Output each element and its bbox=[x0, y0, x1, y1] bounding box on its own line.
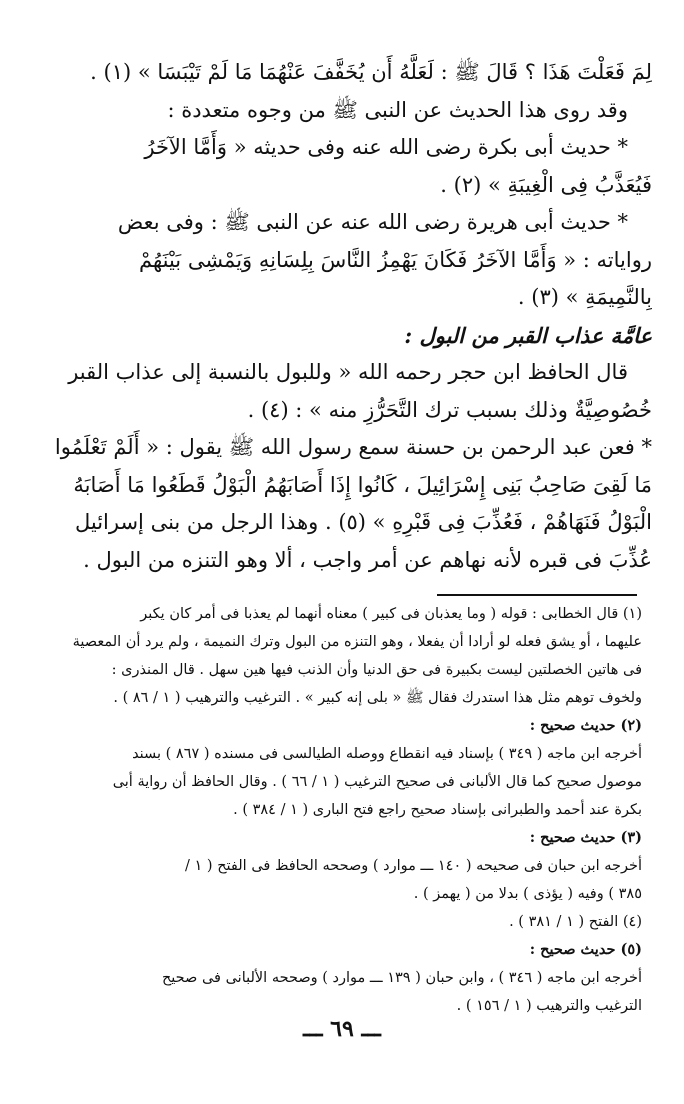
footnote-line: فى هاتين الخصلتين ليست بكبيرة فى حق الدنيا وأن الذنب فيها هين سهل . قال المنذرى : bbox=[111, 662, 642, 678]
footnote-line: (٤) الفتح ( ١ / ٣٨١ ) . bbox=[509, 914, 642, 930]
footnote-line: أخرجه ابن ماجه ( ٣٤٩ ) بإسناد فيه انقطاع ووصله الطيالسى فى مسنده ( ٨٦٧ ) بسند bbox=[132, 746, 642, 762]
footnote-heading: (٢) حديث صحيح : bbox=[529, 717, 642, 734]
footnote-line: ٣٨٥ ) وفيه ( يؤذى ) بدلا من ( يهمز ) . bbox=[413, 886, 642, 902]
body-line: * فعن عبد الرحمن بن حسنة سمع رسول الله ﷺ يقول : « أَلَمْ تَعْلَمُوا bbox=[54, 435, 652, 459]
page-number: ـــ ٦٩ ـــ bbox=[303, 1016, 381, 1042]
body-line: لِمَ فَعَلْتَ هَذَا ؟ قَالَ ﷺ : لَعَلَّهُ أَن يُخَفَّفَ عَنْهُمَا مَا لَمْ تَيْبَسَا » (١) . bbox=[90, 60, 652, 84]
body-line: خُصُوصِيَّةٌ وذلك بسبب ترك التَّحَرُّزِ منه » : (٤) . bbox=[247, 397, 652, 422]
body-line: * حديث أبى هريرة رضى الله عنه عن النبى ﷺ : وفى بعض bbox=[117, 210, 628, 234]
main-text bbox=[36, 54, 652, 579]
footnote-heading: (٥) حديث صحيح : bbox=[529, 941, 642, 958]
body-line: عُذِّبَ فى قبره لأنه نهاهم عن أمر واجب ، ألا وهو التنزه من البول . bbox=[83, 547, 652, 572]
footnote-line: ولخوف توهم مثل هذا استدرك فقال ﷺ « بلى إنه كبير » . الترغيب والترهيب ( ١ / ٨٦ ) . bbox=[113, 690, 642, 706]
footnote-line: بكرة عند أحمد والطبرانى بإسناد صحيح راجع فتح البارى ( ١ / ٣٨٤ ) . bbox=[233, 802, 642, 818]
body-line: وقد روى هذا الحديث عن النبى ﷺ من وجوه متعددة : bbox=[167, 97, 628, 122]
body-line: * حديث أبى بكرة رضى الله عنه وفى حديثه « وَأَمَّا الآخَرُ bbox=[144, 135, 628, 159]
footnote-line: (١) قال الخطابى : قوله ( وما يعذبان فى كبير ) معناه أنهما لم يعذبا فى أمر كان يكبر bbox=[140, 606, 642, 622]
footnotes bbox=[36, 600, 642, 1020]
body-line: مَا لَقِىَ صَاحِبُ بَنِى إِسْرَائِيلَ ، كَانُوا إِذَا أَصَابَهُمُ الْبَوْلُ قَطَعُوا مَا أَصَابَهُ bbox=[73, 472, 652, 497]
footnote-line: أخرجه ابن ماجه ( ٣٤٦ ) ، وابن حبان ( ١٣٩ ـــ موارد ) وصححه الألبانى فى صحيح bbox=[161, 970, 642, 986]
footnote-line: عليهما ، أو يشق فعله لو أرادا أن يفعلا ، وهو التنزه من البول وترك النميمة ، ولم يرد أن المعصية bbox=[72, 634, 642, 650]
footnote-divider bbox=[437, 594, 637, 596]
body-line: بِالنَّمِيمَةِ » (٣) . bbox=[517, 285, 652, 309]
footnote-heading: (٣) حديث صحيح : bbox=[529, 829, 642, 846]
body-line: قال الحافظ ابن حجر رحمه الله « وللبول بالنسبة إلى عذاب القبر bbox=[68, 360, 628, 384]
footnote-line: أخرجه ابن حبان فى صحيحه ( ١٤٠ ـــ موارد ) وصححه الحافظ فى الفتح ( ١ / bbox=[185, 858, 642, 874]
section-heading: عامَّة عذاب القبر من البول : bbox=[404, 322, 652, 348]
footnote-line: الترغيب والترهيب ( ١ / ١٥٦ ) . bbox=[456, 998, 642, 1014]
footnote-line: موصول صحيح كما قال الألبانى فى صحيح الترغيب ( ١ / ٦٦ ) . وقال الحافظ أن رواية أبى bbox=[112, 774, 642, 790]
body-line: الْبَوْلُ فَنَهَاهُمْ ، فَعُذِّبَ فِى قَبْرِهِ » (٥) . وهذا الرجل من بنى إسرائيل bbox=[74, 510, 652, 534]
body-line: رواياته : « وَأَمَّا الآخَرُ فَكَانَ يَهْمِزُ النَّاسَ بِلِسَانِهِ وَيَمْشِى بَيْنَهُمْ bbox=[138, 247, 652, 272]
body-line: فَيُعَذَّبُ فِى الْغِيبَةِ » (٢) . bbox=[440, 172, 652, 197]
